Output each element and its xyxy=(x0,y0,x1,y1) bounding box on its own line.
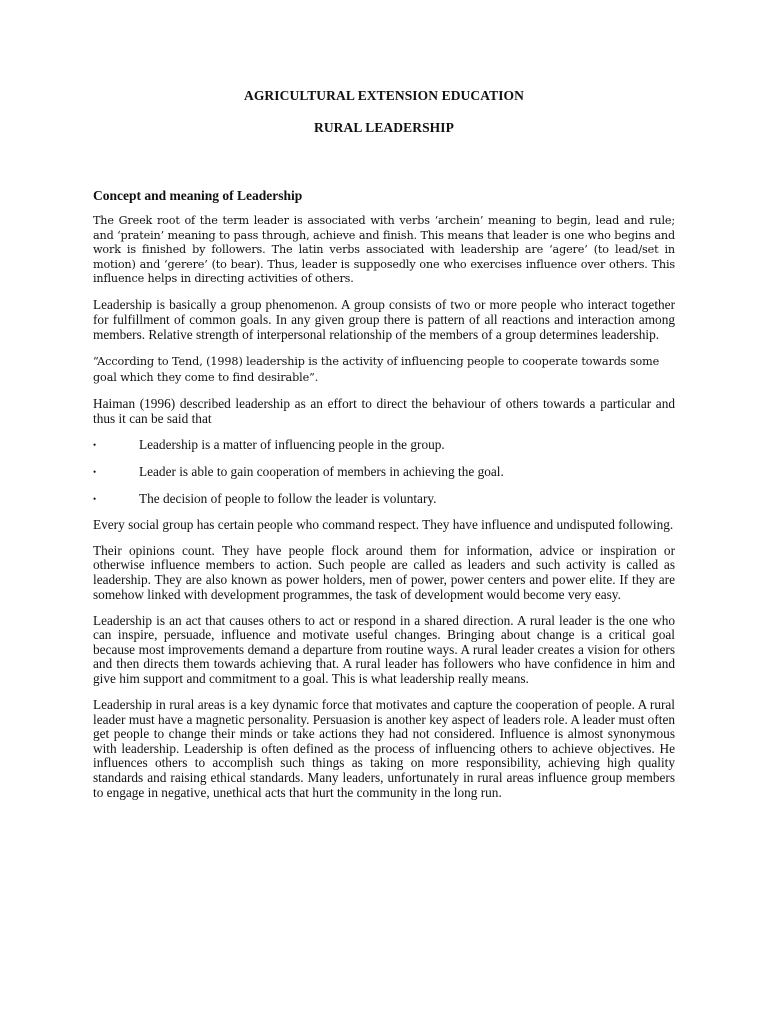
paragraph-group-phenomenon: Leadership is basically a group phenomenon. A group consists of two or more people who interact together for fulfillment of common goals. In any given group there is pattern of all reactions and interaction among members. Relative strength of interpersonal relationship of the members of a group determines leadership. xyxy=(93,297,675,342)
list-item-text: Leadership is a matter of influencing people in the group. xyxy=(139,436,445,452)
paragraph-opinions-count: Their opinions count. They have people flock around them for information, advice or inspiration or otherwise influence members to action. Such people are called as leaders and such activity is called as leadership. They are also known as power holders, men of power, power centers and power elite. If they are somehow linked with development programmes, the task of development would become very easy. xyxy=(93,542,675,602)
document-subtitle: RURAL LEADERSHIP xyxy=(313,120,454,135)
bullet-icon: • xyxy=(93,439,97,450)
paragraph-greek-root: The Greek root of the term leader is associated with verbs ‘archein’ meaning to begin, lead and rule; and ‘pratein’ meaning to pass through, achieve and finish. This means that leader is one who begins and work is finished by followers. The latin verbs associated with leadership are ‘agere’ (to lead/set in motion) and ‘gerere’ (to bear). Thus, leader is supposedly one who exercises influence over others. This influence helps in directing activities of others. xyxy=(93,214,675,286)
document-page xyxy=(93,0,675,1024)
list-item-text: The decision of people to follow the leader is voluntary. xyxy=(139,490,437,506)
paragraph-tend-quote: “According to Tend, (1998) leadership is the activity of influencing people to cooperate towards some goal which they come to find desirable”. xyxy=(93,354,660,384)
document-body xyxy=(93,214,675,812)
paragraph-rural-leadership: Leadership in rural areas is a key dynamic force that motivates and capture the cooperation of people. A rural leader must have a magnetic personality. Persuasion is another key aspect of leaders role. A leader must often get people to change their minds or take actions they had not considered. Influence is almost synonymous with leadership. Leadership is often defined as the process of influencing others to achieve objectives. He influences others to accomplish such things as taking on more responsibility, achieving high quality standards and raising ethical standards. Many leaders, unfortunately in rural areas influence group members to engage in negative, unethical acts that hurt the community in the long run. xyxy=(93,696,675,800)
paragraph-haiman: Haiman (1996) described leadership as an effort to direct the behaviour of others towards a particular and thus it can be said that xyxy=(93,395,675,426)
list-item xyxy=(93,465,675,480)
paragraph-social-group: Every social group has certain people who command respect. They have influence and undisputed following. xyxy=(93,516,674,532)
document-title: AGRICULTURAL EXTENSION EDUCATION xyxy=(243,88,524,103)
paragraph-shared-direction: Leadership is an act that causes others to act or respond in a shared direction. A rural leader is the one who can inspire, persuade, influence and motivate useful changes. Bringing about change is a critical goal because most improvements demand a departure from routine ways. A rural leader creates a vision for others and then directs them towards achieving that. A rural leader has followers who have confidence in him and give him support and commitment to a goal. This is what leadership really means. xyxy=(93,612,675,686)
list-item-text: Leader is able to gain cooperation of members in achieving the goal. xyxy=(139,463,504,479)
bullet-list xyxy=(93,438,675,507)
list-item xyxy=(93,492,675,507)
bullet-icon: • xyxy=(93,493,97,504)
bullet-icon: • xyxy=(93,466,97,477)
section-heading: Concept and meaning of Leadership xyxy=(93,188,303,203)
list-item xyxy=(93,438,675,453)
